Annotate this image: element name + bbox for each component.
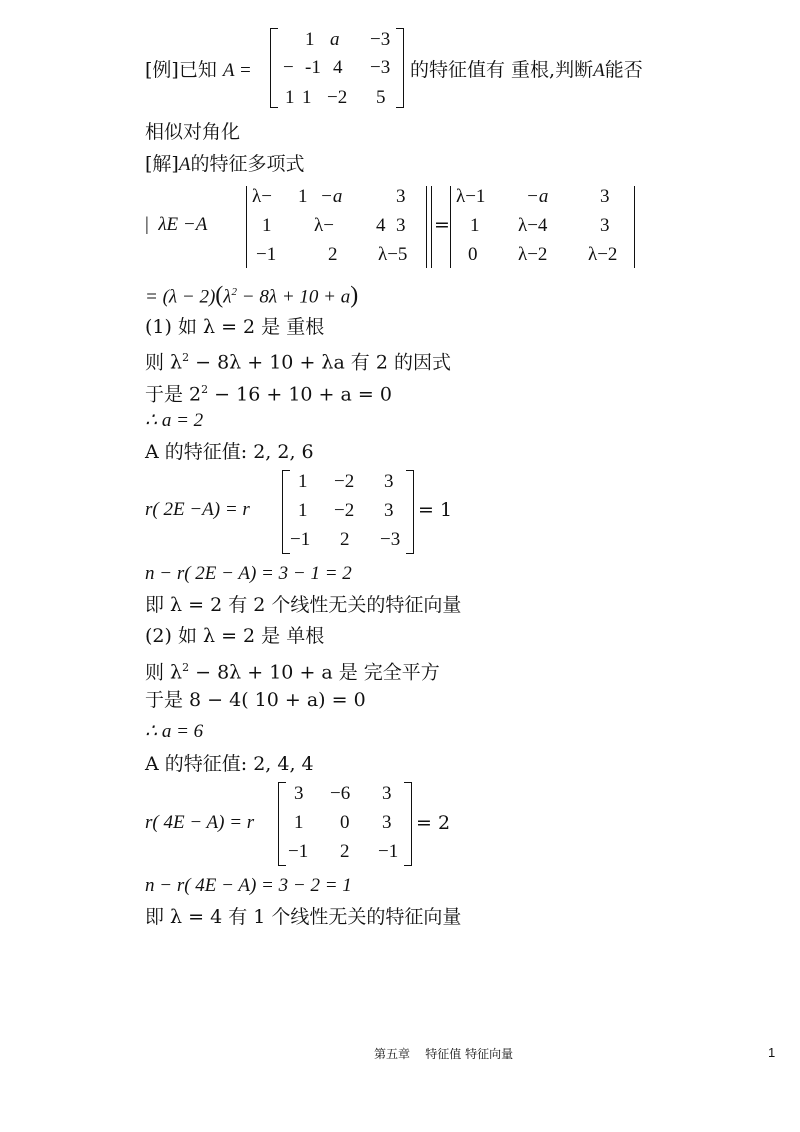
det1-right-bar-2 xyxy=(431,186,432,268)
det-lhs: | λE −A xyxy=(145,214,208,235)
case2-rank-matrix-cell: 3 xyxy=(382,783,392,804)
matrix-a-cell: 1 xyxy=(285,87,295,108)
case2-rank-matrix-cell: 0 xyxy=(340,812,350,833)
case1-rank-matrix-cell: 1 xyxy=(298,500,308,521)
matrix-a-cell: a xyxy=(330,29,340,50)
case2-rank-rhs: = 2 xyxy=(416,812,451,834)
solution-label: [解]A的特征多项式 xyxy=(145,153,305,175)
case1-rank-matrix-cell: 3 xyxy=(384,471,394,492)
case1-rank-matrix-right-bracket xyxy=(406,470,414,554)
det2-cell: λ−4 xyxy=(518,215,548,236)
det2-cell: −a xyxy=(526,186,549,207)
case1-rank-matrix-cell: −3 xyxy=(380,529,401,550)
case2-rank-matrix-cell: 1 xyxy=(294,812,304,833)
case1-then: 则 $\lambda^2 - 8\lambda + 10 + \lambda a$ 有 2 的因式 xyxy=(145,351,451,374)
det2-cell: 1 xyxy=(470,215,480,236)
case1-therefore: ∴ a = 2 xyxy=(145,410,204,431)
det1-cell: −1 xyxy=(256,244,277,265)
case2-then: 则 $\lambda^2 - 8\lambda + 10 + a$ 是 完全平方 xyxy=(145,661,440,684)
case2-rank-matrix-cell: 2 xyxy=(340,841,350,862)
case1-rank-lhs: r( 2E −A) = r xyxy=(145,499,250,520)
det1-cell: 3 xyxy=(396,186,406,207)
case1-rank-rhs: = 1 xyxy=(418,499,453,521)
case2-title: (2) 如 λ = 2 是 单根 xyxy=(145,625,325,647)
matrix-a-right-bracket xyxy=(396,28,404,108)
case1-rank-matrix-cell: 3 xyxy=(384,500,394,521)
case2-substitute: 于是 8 − 4( 10 + a) = 0 xyxy=(145,689,366,711)
det2-cell: 3 xyxy=(600,215,610,236)
det1-cell: 4 xyxy=(376,215,386,236)
case2-conclusion: 即 λ = 4 有 1 个线性无关的特征向量 xyxy=(145,906,462,928)
case1-rank-matrix-left-bracket xyxy=(282,470,290,554)
case2-rank-lhs: r( 4E − A) = r xyxy=(145,812,255,833)
case1-rank-matrix-cell: −2 xyxy=(334,471,355,492)
case2-nullity: n − r( 4E − A) = 3 − 2 = 1 xyxy=(145,875,352,896)
det1-cell: λ− xyxy=(314,215,334,236)
case1-nullity: n − r( 2E − A) = 3 − 1 = 2 xyxy=(145,563,352,584)
case2-rank-matrix-cell: −6 xyxy=(330,783,351,804)
det1-cell: −a xyxy=(320,186,343,207)
matrix-a-cell: −3 xyxy=(370,29,391,50)
case2-therefore: ∴ a = 6 xyxy=(145,721,204,742)
footer-chapter: 第五章 特征值 特征向量 xyxy=(374,1047,514,1061)
matrix-a-cell: 4 xyxy=(333,57,343,78)
det2-cell: 0 xyxy=(468,244,478,265)
case1-rank-matrix-cell: −1 xyxy=(290,529,311,550)
case2-rank-matrix-cell: 3 xyxy=(294,783,304,804)
det2-cell: 3 xyxy=(600,186,610,207)
case2-rank-matrix-cell: 3 xyxy=(382,812,392,833)
matrix-a-cell: −2 xyxy=(327,87,348,108)
matrix-a-cell: -1 xyxy=(305,57,321,78)
matrix-a-cell: −3 xyxy=(370,57,391,78)
example-line2: 相似对角化 xyxy=(145,121,241,143)
case2-eigenvalues: A 的特征值: 2, 4, 4 xyxy=(145,753,314,775)
case1-eigenvalues: A 的特征值: 2, 2, 6 xyxy=(145,441,314,463)
case1-rank-matrix-cell: −2 xyxy=(334,500,355,521)
det1-left-bar xyxy=(246,186,247,268)
det2-cell: λ−2 xyxy=(518,244,548,265)
matrix-a-cell: 1 xyxy=(302,87,312,108)
case2-rank-matrix-left-bracket xyxy=(278,782,286,866)
case2-rank-matrix-cell: −1 xyxy=(378,841,399,862)
page-number: 1 xyxy=(768,1045,776,1060)
matrix-a-cell: 5 xyxy=(376,87,386,108)
det1-cell: λ−5 xyxy=(378,244,408,265)
matrix-a-cell: − xyxy=(283,57,294,78)
det2-left-bar xyxy=(450,186,451,268)
case1-rank-matrix-cell: 1 xyxy=(298,471,308,492)
matrix-a-left-bracket xyxy=(270,28,278,108)
example-label: [例]已知 A = xyxy=(145,59,252,81)
case1-conclusion: 即 λ = 2 有 2 个线性无关的特征向量 xyxy=(145,594,462,616)
det1-cell: 2 xyxy=(328,244,338,265)
det1-cell: 1 xyxy=(262,215,272,236)
det2-right-bar xyxy=(634,186,635,268)
det-eq: = xyxy=(434,214,450,236)
det2-cell: λ−2 xyxy=(588,244,618,265)
det1-cell: 3 xyxy=(396,215,406,236)
det2-cell: λ−1 xyxy=(456,186,486,207)
factorization: = $(\lambda - 2)(\lambda^2 - 8\lambda + 10 + a)$ xyxy=(145,282,359,309)
det1-cell: λ− xyxy=(252,186,272,207)
matrix-a-cell: 1 xyxy=(305,29,315,50)
example-tail: 的特征值有 重根,判断A能否 xyxy=(410,59,643,81)
case1-substitute: 于是 $2^2 - 16 + 10 + a = 0$ xyxy=(145,383,392,406)
case2-rank-matrix-right-bracket xyxy=(404,782,412,866)
case2-rank-matrix-cell: −1 xyxy=(288,841,309,862)
case1-rank-matrix-cell: 2 xyxy=(340,529,350,550)
det1-cell: 1 xyxy=(298,186,308,207)
det1-right-bar xyxy=(426,186,427,268)
case1-title: (1) 如 λ = 2 是 重根 xyxy=(145,316,325,338)
